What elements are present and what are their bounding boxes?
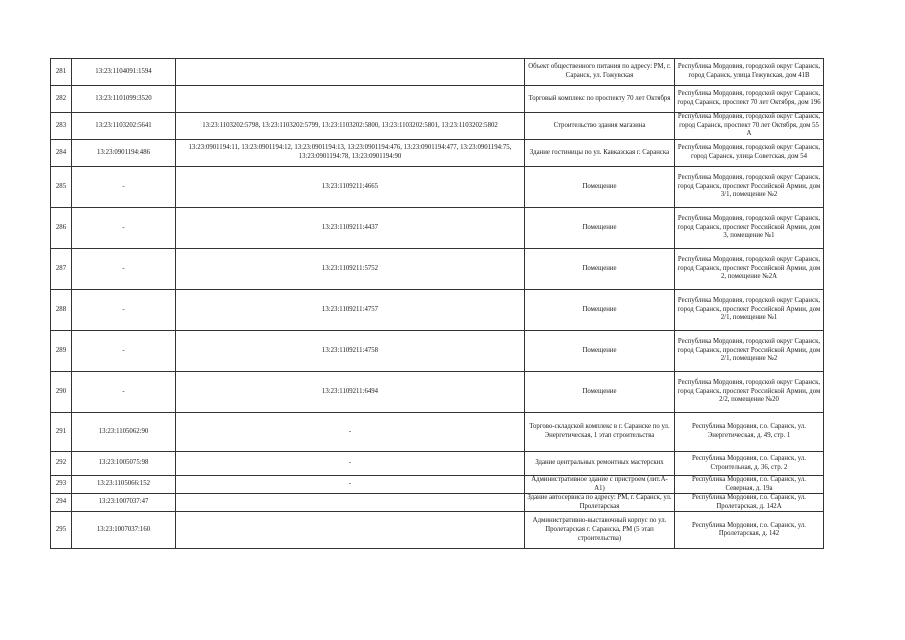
- cadastral-number-cell: 13:23:1105066:152: [72, 476, 176, 494]
- included-objects-cell: -: [176, 413, 525, 452]
- table-row: [51, 452, 824, 476]
- row-number-cell: 294: [51, 494, 72, 512]
- address-cell: Республика Мордовия, городской округ Саранск, город Саранск, проспект 70 лет Октября, дом 55 А: [675, 113, 824, 140]
- cadastral-number-cell: 13:23:1007037:47: [72, 494, 176, 512]
- row-number-cell: 281: [51, 59, 72, 86]
- cadastral-number-cell: -: [72, 167, 176, 208]
- included-objects-cell: -: [176, 452, 525, 476]
- object-name-cell: Здание центральных ремонтных мастерских: [525, 452, 675, 476]
- object-name-cell: Помещение: [525, 290, 675, 331]
- row-number-cell: 291: [51, 413, 72, 452]
- included-objects-cell: 13:23:1109211:4665: [176, 167, 525, 208]
- cadastral-number-cell: 13:23:1104091:1594: [72, 59, 176, 86]
- table-row: [51, 59, 824, 86]
- included-objects-cell: -: [176, 476, 525, 494]
- address-cell: Республика Мордовия, городской округ Саранск, город Саранск, проспект Российской Армии, дом 2, помещение №2А: [675, 249, 824, 290]
- object-name-cell: Помещение: [525, 167, 675, 208]
- cadastral-number-cell: 13:23:1101099:3520: [72, 86, 176, 113]
- included-objects-cell: 13:23:1109211:4437: [176, 208, 525, 249]
- row-number-cell: 295: [51, 512, 72, 549]
- table-row: [51, 476, 824, 494]
- table-row: [51, 413, 824, 452]
- object-name-cell: Помещение: [525, 331, 675, 372]
- row-number-cell: 282: [51, 86, 72, 113]
- object-name-cell: Торговый комплекс по проспекту 70 лет Октября: [525, 86, 675, 113]
- table-row: [51, 86, 824, 113]
- object-name-cell: Здание автосервиса по адресу: РМ, г. Саранск, ул. Пролетарская: [525, 494, 675, 512]
- cadastral-number-cell: -: [72, 372, 176, 413]
- address-cell: Республика Мордовия, городской округ Саранск, город Саранск, проспект Российской Армии, дом 2/1, помещение №2: [675, 331, 824, 372]
- row-number-cell: 288: [51, 290, 72, 331]
- row-number-cell: 292: [51, 452, 72, 476]
- object-name-cell: Административное здание с пристроем (лит.А-А1): [525, 476, 675, 494]
- cadastral-number-cell: 13:23:0901194:486: [72, 140, 176, 167]
- included-objects-cell: [176, 512, 525, 549]
- object-name-cell: Административно-выставочный корпус по ул. Пролетарская г. Саранска, РМ (5 этап строительства): [525, 512, 675, 549]
- address-cell: Республика Мордовия, городской округ Саранск, город Саранск, проспект Российской Армии, дом 2/1, помещение №1: [675, 290, 824, 331]
- address-cell: Республика Мордовия, г.о. Саранск, ул. Северная, д. 19а: [675, 476, 824, 494]
- table-row: [51, 331, 824, 372]
- table-row: [51, 167, 824, 208]
- included-objects-cell: [176, 86, 525, 113]
- object-name-cell: Помещение: [525, 372, 675, 413]
- address-cell: Республика Мордовия, г.о. Саранск, ул. Пролетарская, д. 142: [675, 512, 824, 549]
- included-objects-cell: 13:23:1109211:4758: [176, 331, 525, 372]
- object-name-cell: Помещение: [525, 249, 675, 290]
- cadastral-number-cell: 13:23:1007037:160: [72, 512, 176, 549]
- row-number-cell: 283: [51, 113, 72, 140]
- address-cell: Республика Мордовия, городской округ Саранск, город Саранск, проспект Российской Армии, дом 3/1, помещение №2: [675, 167, 824, 208]
- cadastral-number-cell: -: [72, 331, 176, 372]
- row-number-cell: 285: [51, 167, 72, 208]
- table-row: [51, 113, 824, 140]
- address-cell: Республика Мордовия, городской округ Саранск, город Саранск, проспект Российской Армии, дом 2/2, помещение №20: [675, 372, 824, 413]
- cadastral-number-cell: 13:23:1005075:98: [72, 452, 176, 476]
- table-row: [51, 290, 824, 331]
- row-number-cell: 290: [51, 372, 72, 413]
- object-name-cell: Здание гостиницы по ул. Кавказская г. Саранска: [525, 140, 675, 167]
- row-number-cell: 286: [51, 208, 72, 249]
- registry-table: [50, 58, 824, 549]
- included-objects-cell: 13:23:1109211:6494: [176, 372, 525, 413]
- table-row: [51, 208, 824, 249]
- cadastral-number-cell: -: [72, 249, 176, 290]
- row-number-cell: 287: [51, 249, 72, 290]
- table-row: [51, 494, 824, 512]
- included-objects-cell: 13:23:1103202:5798, 13:23:1103202:5799, 13:23:1103202:5800, 13:23:1103202:5801, 13:23:1103202:5802: [176, 113, 525, 140]
- included-objects-cell: 13:23:1109211:5752: [176, 249, 525, 290]
- registry-table-body: [51, 59, 824, 549]
- object-name-cell: Строительство здания магазина: [525, 113, 675, 140]
- address-cell: Республика Мордовия, г.о. Саранск, ул. Пролетарская, д. 142А: [675, 494, 824, 512]
- row-number-cell: 293: [51, 476, 72, 494]
- object-name-cell: Торгово-складской комплекс в г. Саранске по ул. Энергетическая, 1 этап строительства: [525, 413, 675, 452]
- address-cell: Республика Мордовия, городской округ Саранск, город Саранск, улица Гежувская, дом 41В: [675, 59, 824, 86]
- object-name-cell: Объект общественного питания по адресу: РМ, г. Саранск, ул. Гожувская: [525, 59, 675, 86]
- address-cell: Республика Мордовия, городской округ Саранск, город Саранск, проспект 70 лет Октября, дом 196: [675, 86, 824, 113]
- address-cell: Республика Мордовия, городской округ Саранск, город Саранск, проспект Российской Армии, дом 3, помещение №1: [675, 208, 824, 249]
- row-number-cell: 289: [51, 331, 72, 372]
- table-row: [51, 249, 824, 290]
- cadastral-number-cell: 13:23:1103202:5641: [72, 113, 176, 140]
- object-name-cell: Помещение: [525, 208, 675, 249]
- cadastral-number-cell: -: [72, 208, 176, 249]
- table-row: [51, 140, 824, 167]
- included-objects-cell: [176, 494, 525, 512]
- table-row: [51, 372, 824, 413]
- included-objects-cell: 13:23:1109211:4757: [176, 290, 525, 331]
- included-objects-cell: [176, 59, 525, 86]
- table-row: [51, 512, 824, 549]
- row-number-cell: 284: [51, 140, 72, 167]
- cadastral-number-cell: 13:23:1105062:90: [72, 413, 176, 452]
- included-objects-cell: 13:23:0901194:11, 13:23:0901194:12, 13:23:0901194:13, 13:23:0901194:476, 13:23:0901194:477, 13:23:0901194:75, 13:23:0901194:78, 13:23:0901194:90: [176, 140, 525, 167]
- cadastral-number-cell: -: [72, 290, 176, 331]
- address-cell: Республика Мордовия, городской округ Саранск, город Саранск, улица Советская, дом 54: [675, 140, 824, 167]
- address-cell: Республика Мордовия, г.о. Саранск, ул. Энергетическая, д. 49, стр. 1: [675, 413, 824, 452]
- address-cell: Республика Мордовия, г.о. Саранск, ул. Строительная, д. 36, стр. 2: [675, 452, 824, 476]
